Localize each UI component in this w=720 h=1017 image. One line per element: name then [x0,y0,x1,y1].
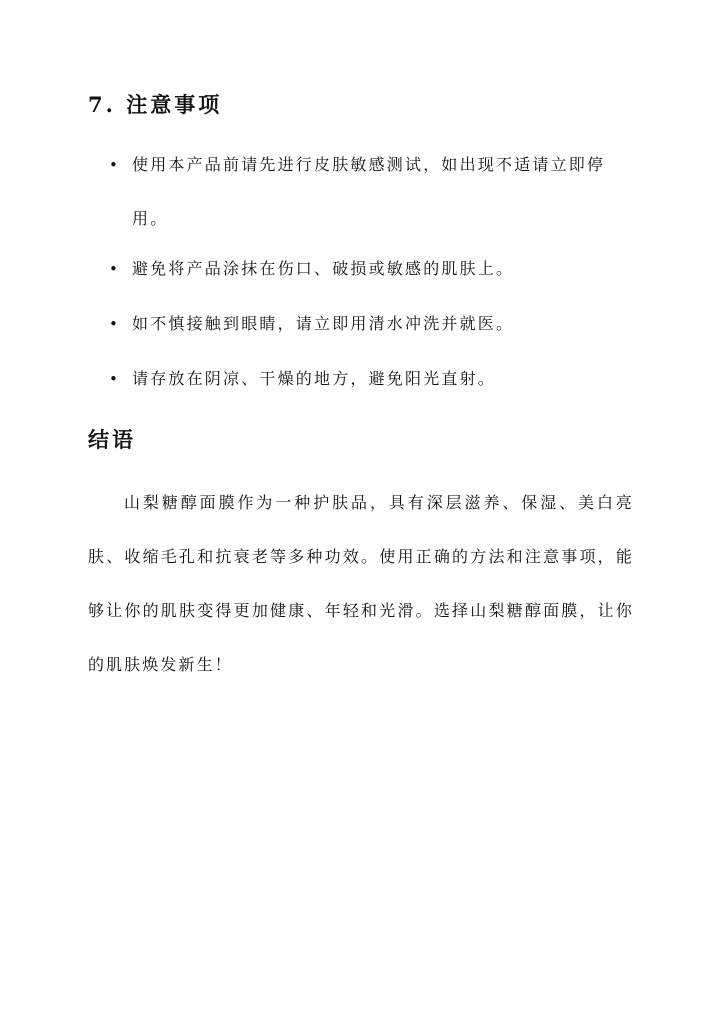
bullet-icon: • [109,260,118,278]
list-item-text: 避免将产品涂抹在伤口、破损或敏感的肌肤上。 [132,259,515,278]
bullet-icon: • [109,315,118,333]
list-item-text: 请存放在阴凉、干燥的地方，避免阳光直射。 [132,369,497,388]
list-item-text: 如不慎接触到眼睛，请立即用清水冲洗并就医。 [132,314,515,333]
list-item [109,297,632,351]
list-item [109,352,632,406]
bullet-icon: • [109,370,118,388]
list-item [109,138,632,246]
conclusion-heading: 结语 [88,427,136,452]
list-item-text: 使用本产品前请先进行皮肤敏感测试，如出现不适请立即停用。 [132,155,606,228]
conclusion-paragraph: 山梨糖醇面膜作为一种护肤品，具有深层滋养、保湿、美白亮肤、收缩毛孔和抗衰老等多种功效。使用正确的方法和注意事项，能够让你的肌肤变得更加健康、年轻和光滑。选择山梨糖醇面膜，让你的肌肤焕发新生！ [88,493,634,674]
bullet-icon: • [109,156,118,174]
list-item [109,242,632,296]
notes-section-heading: 7. 注意事项 [88,92,223,117]
